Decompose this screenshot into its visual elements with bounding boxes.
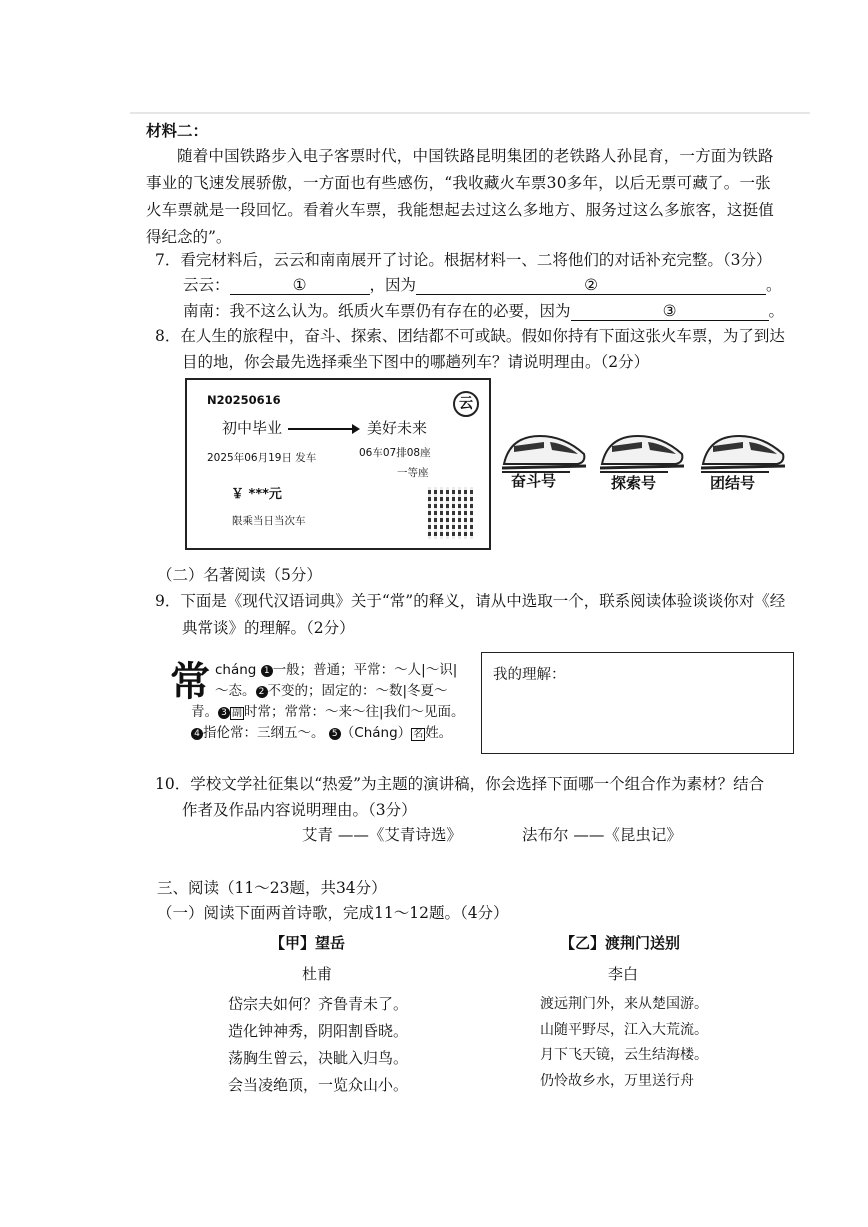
- poem1-title: 【甲】望岳: [270, 934, 346, 952]
- poem2-line-3: 月下飞天镜，云生结海楼。: [540, 1047, 708, 1063]
- q9-line-2: 典常谈》的理解。（2分）: [182, 619, 355, 637]
- dict-line-1: [215, 660, 457, 681]
- train-label-fendou[interactable]: 奋斗号: [511, 472, 557, 490]
- train-ticket: [185, 378, 491, 550]
- ticket-number: N20250616: [207, 393, 281, 407]
- yunyun-prefix: 云云：: [183, 276, 230, 294]
- answer-blank-1[interactable]: ①: [230, 276, 370, 295]
- q8-line-1: 8．在人生的旅程中，奋斗、探索、团结都不可或缺。假如你持有下面这张火车票，为了到达: [155, 327, 785, 345]
- understanding-answer-box[interactable]: [481, 652, 794, 754]
- q8-line-2: 目的地，你会最先选择乘坐下图中的哪趟列车？请说明理由。（2分）: [182, 353, 650, 371]
- arrow-right-icon: [288, 428, 358, 430]
- definition-3: 时常；常常：～来～往|我们～见面。: [244, 704, 465, 720]
- q7-end-1: 。: [766, 276, 782, 294]
- ticket-note: 限乘当日当次车: [232, 515, 306, 527]
- poem1-author: 杜甫: [302, 965, 333, 983]
- pinyin: cháng: [215, 662, 257, 678]
- poem1-line-4: 会当凌绝顶，一览众山小。: [228, 1076, 409, 1094]
- ticket-stamp: 云: [453, 391, 479, 417]
- q10-line-2: 作者及作品内容说明理由。（3分）: [182, 801, 417, 819]
- answer-blank-3[interactable]: ③: [571, 302, 769, 321]
- ticket-date: 2025年06月19日 发车: [207, 452, 317, 464]
- understanding-label: 我的理解：: [493, 667, 566, 683]
- q10-line-1: 10．学校文学社征集以“热爱”为主题的演讲稿，你会选择下面哪一个组合作为素材？结合: [155, 775, 765, 793]
- material2-line-4: 得纪念的”。: [146, 228, 232, 246]
- because-text: ，因为: [369, 276, 417, 294]
- section3-subheading: （一）阅读下面两首诗歌，完成11～12题。（4分）: [157, 904, 509, 922]
- train-label-tuanjie[interactable]: 团结号: [710, 474, 756, 492]
- sense-number-1: 1: [261, 665, 273, 677]
- train-icon-tansuo: [598, 428, 688, 476]
- definition-1a: 一般；普通；平常：～人|～识|: [272, 662, 458, 678]
- answer-blank-2[interactable]: ②: [416, 276, 766, 295]
- definition-2: 不变的；固定的：～数|冬夏～: [267, 683, 448, 699]
- dict-line-4: [191, 723, 452, 744]
- definition-5-pinyin: （Cháng）: [340, 725, 412, 741]
- ticket-to: 美好未来: [367, 419, 428, 437]
- ticket-price: ￥ ***元: [231, 487, 282, 502]
- section3-heading: 三、阅读（11～23题，共34分）: [157, 879, 387, 897]
- q7-yunyun-line: [183, 272, 782, 299]
- train-icon-fendou: [500, 428, 590, 476]
- material2-line-3: 火车票就是一段回忆。看着火车票，我能想起去过这么多地方、服务过这么多旅客，这挺值: [146, 201, 775, 219]
- q7-nannan-line: [183, 298, 784, 325]
- sense-number-3: 3: [218, 707, 230, 719]
- q9-line-1: 9．下面是《现代汉语词典》关于“常”的释义，请从中选取一个，联系阅读体验谈谈你对《经: [155, 592, 786, 610]
- poem2-line-2: 山随平野尽，江入大荒流。: [540, 1022, 708, 1038]
- material2-heading: 材料二：: [146, 122, 209, 140]
- poem2-line-1: 渡远荆门外，来从楚国游。: [540, 996, 708, 1012]
- train-icon-tuanjie: [699, 428, 789, 476]
- definition-5: 姓。: [425, 725, 453, 741]
- poem1-line-1: 岱宗夫如何？齐鲁青未了。: [228, 995, 409, 1013]
- dict-line-3: [191, 702, 465, 723]
- poem2-line-4: 仍怜故乡水，万里送行舟: [540, 1073, 694, 1089]
- sense-number-4: 4: [191, 728, 203, 740]
- nannan-text: 南南：我不这么认为。纸质火车票仍有存在的必要，因为: [183, 302, 571, 320]
- poem1-line-3: 荡胸生曾云，决眦入归鸟。: [228, 1049, 409, 1067]
- definition-2b: 青。: [191, 704, 218, 720]
- q10-option-fabuer[interactable]: 法布尔 ——《昆虫记》: [522, 826, 682, 844]
- pos-tag-adverb: 副: [232, 708, 242, 719]
- definition-4: 指伦常：三纲五～。: [203, 725, 325, 741]
- dictionary-headword: 常: [170, 658, 210, 705]
- ticket-from: 初中毕业: [222, 419, 283, 437]
- top-rule: [130, 112, 810, 114]
- dict-line-2: [215, 681, 448, 702]
- poem2-title: 【乙】渡荆门送别: [560, 934, 681, 952]
- definition-1b: ～态。: [215, 683, 256, 699]
- q7-stem: 7．看完材料后，云云和南南展开了讨论。根据材料一、二将他们的对话补充完整。（3分）: [155, 251, 772, 269]
- material2-line-1: 随着中国铁路步入电子客票时代，中国铁路昆明集团的老铁路人孙昆育，一方面为铁路: [177, 147, 774, 165]
- pos-tag-noun: 名: [413, 729, 424, 740]
- q10-option-aiqing[interactable]: 艾青 ——《艾青诗选》: [302, 826, 462, 844]
- sense-number-2: 2: [256, 686, 268, 698]
- poem2-author: 李白: [608, 965, 639, 983]
- train-label-tansuo[interactable]: 探索号: [611, 474, 657, 492]
- material2-line-2: 事业的飞速发展骄傲，一方面也有些感伤，“我收藏火车票30多年，以后无票可藏了。一张: [146, 174, 771, 192]
- poem1-line-2: 造化钟神秀，阴阳割昏晓。: [228, 1022, 409, 1040]
- q7-end-2: 。: [768, 302, 785, 320]
- sense-number-5: 5: [329, 728, 341, 740]
- ticket-class: 一等座: [397, 467, 429, 479]
- section2-heading: （二）名著阅读（5分）: [157, 566, 322, 584]
- ticket-seat: 06车07排08座: [359, 447, 431, 459]
